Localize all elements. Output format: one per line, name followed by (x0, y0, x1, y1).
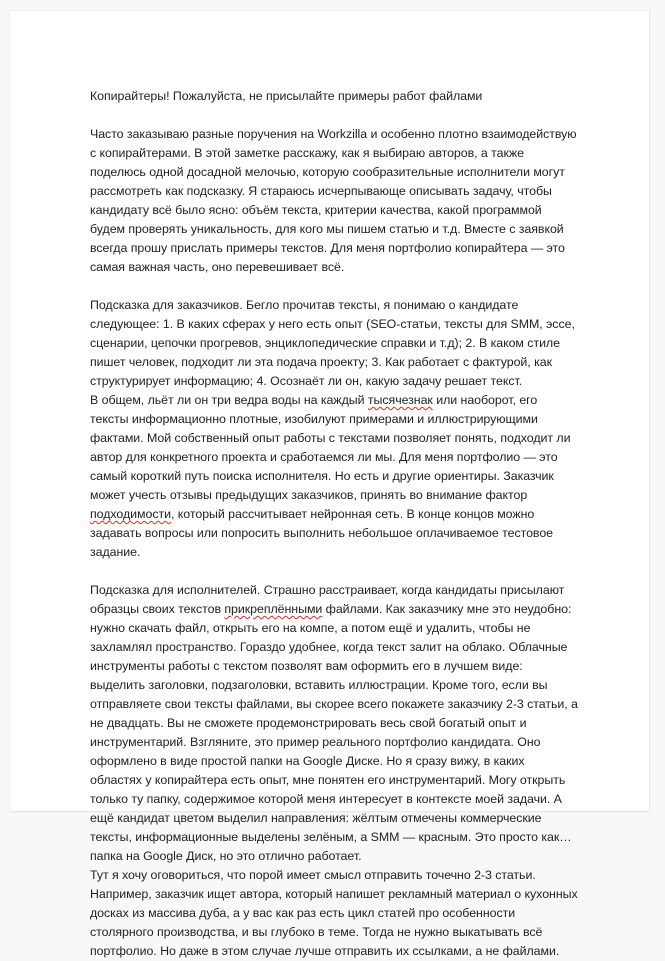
document-title: Копирайтеры! Пожалуйста, не присылайте примеры работ файлами (90, 89, 483, 103)
text-run: Подсказка для исполнителей. Страшно расстраивает, когда кандидаты присылают образцы своих текстов (90, 583, 565, 616)
text-run: файлами. Как заказчику мне это неудобно: нужно скачать файл, открыть его на компе, а потом ещё и удалить, чтобы не захламлял пространство. Гораздо удобнее, когда текст залит на облако. Облачные инструменты работы с текстом позволят вам оформить его в лучшем виде: выделить заголовки, подзаголовки, вставить иллюстрации. Кроме того, если вы отправляете свои тексты файлами, вы скорее всего покажете заказчику 2-3 статьи, а не двадцать. Вы не сможете продемонстрировать весь свой богатый опыт и инструментарий. Взгляните, это пример реального портфолио кандидата. Оно оформлено в виде простой папки на Google Диске. Но я сразу вижу, в каких областях у копирайтера есть опыт, мне понятен его инструментарий. Могу открыть только ту папку, содержимое которой меня интересует в контексте моей задачи. А ещё кандидат цветом выделил направления: жёлтым отмечены коммерческие тексты, информационные выделены зелёным, а SMM — красным. Это просто как… папка на Google Диск, но это отлично работает. (90, 602, 578, 863)
paragraph-intro: Часто заказываю разные поручения на Workzilla и особенно плотно взаимодействую с копирайтерами. В этой заметке расскажу, как я выбираю авторов, а также поделюсь одной досадной мелочью, которую сообразительные исполнители могут рассмотреть как подсказку. Я стараюсь исчерпывающе описывать задачу, чтобы кандидату всё было ясно: объём текста, критерии качества, какой программой будем проверять уникальность, для кого мы пишем статью и т.д. Вместе с заявкой всегда прошу прислать примеры текстов. Для меня портфолио копирайтера — это самая важная часть, оно перевешивает всё. (90, 127, 577, 274)
paragraph-closing: Тут я хочу оговориться, что порой имеет смысл отправить точечно 2-3 статьи. Например, заказчик ищет автора, который напишет рекламный материал о кухонных досках из массива дуба, а у вас как раз есть цикл статей про особенности столярного производства, и вы глубоко в теме. Тогда не нужно выкатывать всё портфолио. Но даже в этом случае лучше отправить их ссылками, а не файлами. (90, 868, 578, 958)
document-page[interactable] (10, 11, 649, 958)
misspelled-word[interactable]: подходимости (90, 507, 171, 521)
paragraph-performers-hint (90, 581, 578, 866)
text-run: В общем, льёт ли он три ведра воды на каждый (90, 393, 368, 407)
paragraph-clients-detail (90, 391, 578, 562)
paragraph-clients-hint: Подсказка для заказчиков. Бегло прочитав тексты, я понимаю о кандидате следующее: 1. В каких сферах у него есть опыт (SEO-статьи, тексты для SMM, эссе, сценарии, цепочки прогревов, энциклопедические справки и т.д); 2. В каком стиле пишет человек, подходит ли эта подача проекту; 3. Как работает с фактурой, как структурирует информацию; 4. Осознаёт ли он, какую задачу решает текст. (90, 298, 575, 388)
misspelled-word[interactable]: прикреплёнными (224, 602, 323, 616)
blank-line (90, 277, 578, 296)
document-body[interactable] (90, 87, 578, 961)
text-run: , который рассчитывает нейронная сеть. В конце концов можно задавать вопросы или попросить выполнить небольшое оплачиваемое тестовое задание. (90, 507, 554, 559)
blank-line (90, 562, 578, 581)
misspelled-word[interactable]: тысячезнак (367, 393, 433, 407)
blank-line (90, 106, 578, 125)
text-run: или наоборот, его тексты информационно плотные, изобилуют примерами и иллюстрирующими фактами. Мой собственный опыт работы с текстами позволяет понять, подходит ли автор для конкретного проекта и сработаемся ли мы. Для меня портфолио — это самый короткий путь поиска исполнителя. Но есть и другие ориентиры. Заказчик может учесть отзывы предыдущих заказчиков, принять во внимание фактор (90, 393, 571, 502)
